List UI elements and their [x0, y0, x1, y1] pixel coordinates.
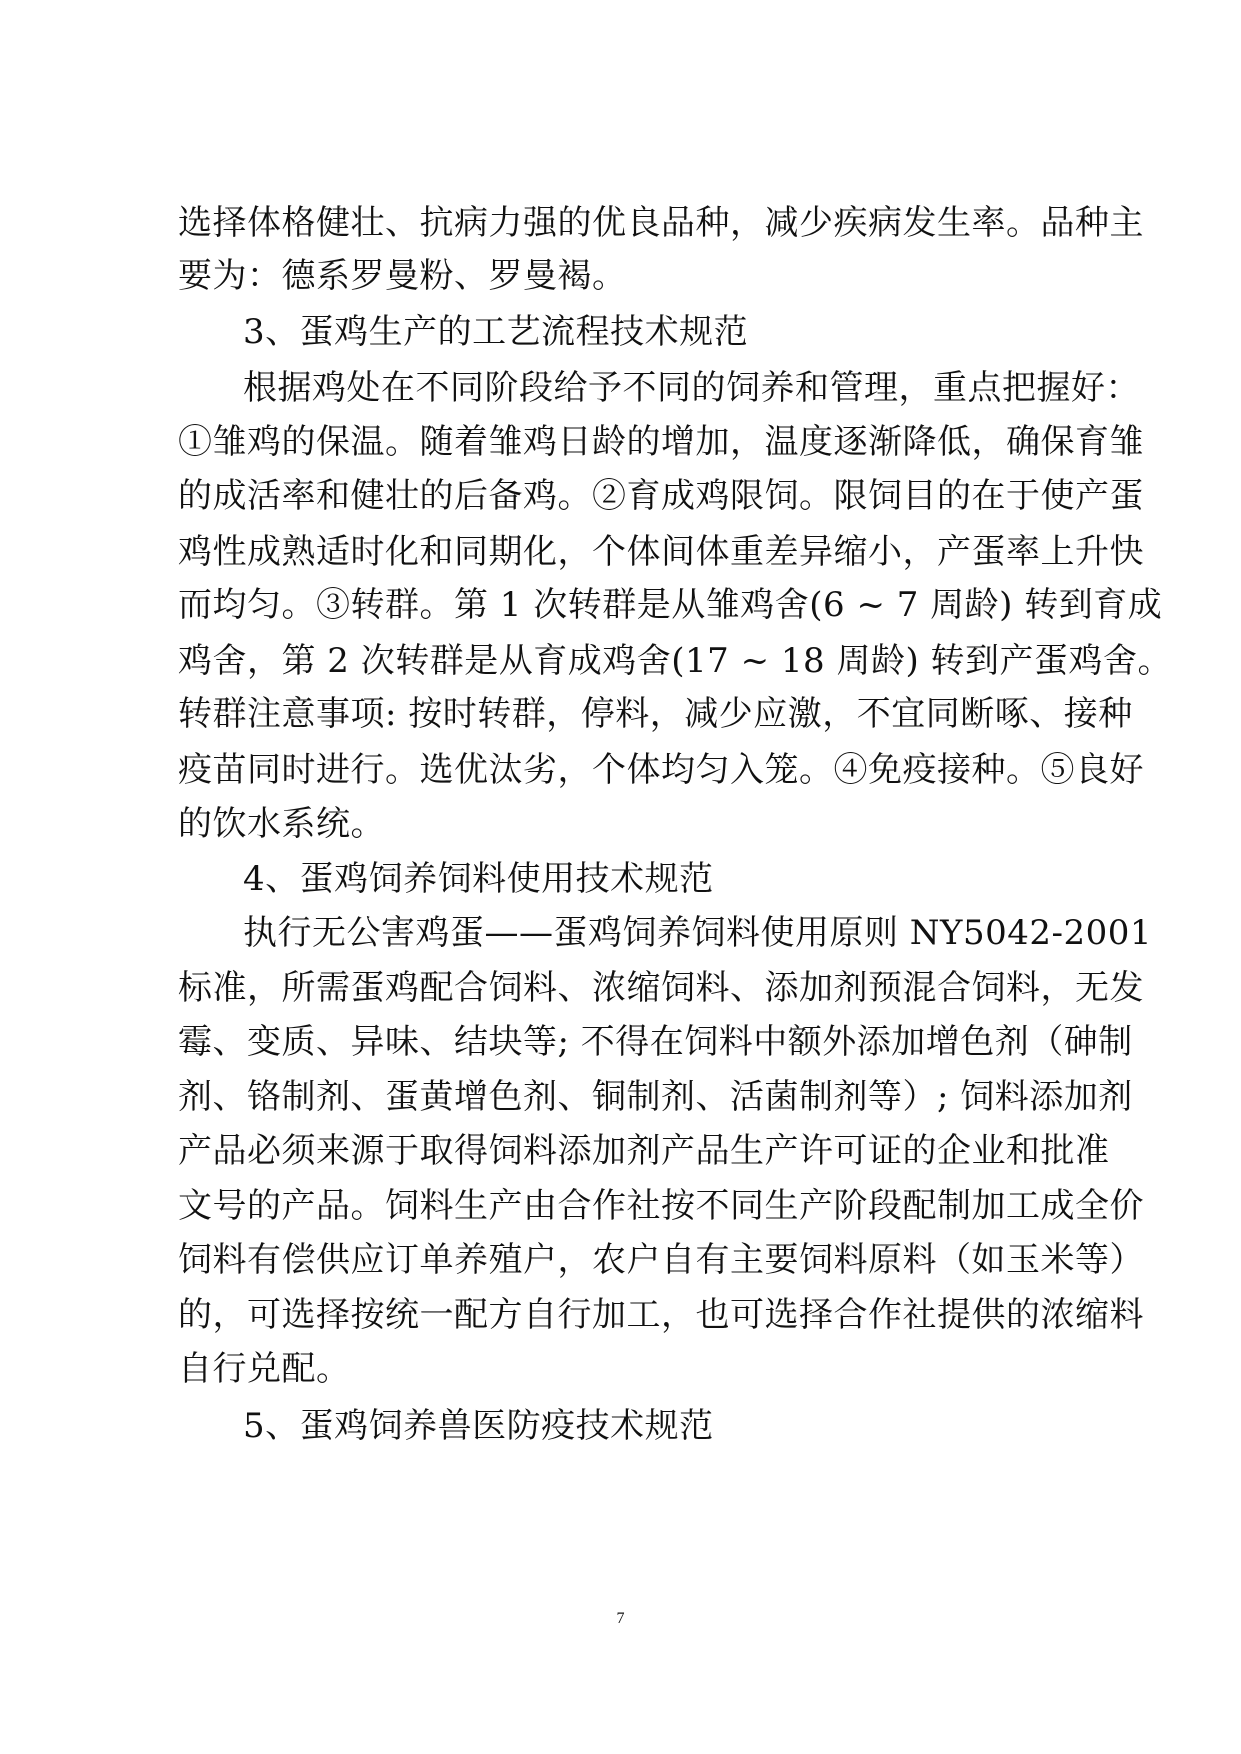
body-line: 文号的产品。饲料生产由合作社按不同生产阶段配制加工成全价 [178, 1186, 1144, 1226]
body-line: 的饮水系统。 [178, 804, 385, 844]
body-line: ①雏鸡的保温。随着雏鸡日龄的增加，温度逐渐降低，确保育雏 [178, 422, 1144, 462]
body-line: 霉、变质、异味、结块等; 不得在饲料中额外添加增色剂（砷制 [178, 1022, 1133, 1062]
body-line: 剂、铬制剂、蛋黄增色剂、铜制剂、活菌制剂等）; 饲料添加剂 [178, 1077, 1133, 1117]
body-line: 标准，所需蛋鸡配合饲料、浓缩饲料、添加剂预混合饲料，无发 [178, 968, 1144, 1008]
body-line: 根据鸡处在不同阶段给予不同的饲养和管理，重点把握好： [243, 368, 1140, 408]
body-line: 鸡性成熟适时化和同期化，个体间体重差异缩小，产蛋率上升快 [178, 532, 1144, 572]
body-line: 疫苗同时进行。选优汰劣，个体均匀入笼。④免疫接种。⑤良好 [178, 750, 1144, 790]
body-line: 要为：德系罗曼粉、罗曼褐。 [178, 256, 627, 296]
page-number: 7 [616, 1610, 625, 1627]
body-line: 鸡舍，第 2 次转群是从育成鸡舍(17 ~ 18 周龄) 转到产蛋鸡舍。 [178, 641, 1173, 681]
section-heading: 3、蛋鸡生产的工艺流程技术规范 [243, 312, 749, 352]
body-line: 而均匀。③转群。第 1 次转群是从雏鸡舍(6 ~ 7 周龄) 转到育成 [178, 585, 1163, 625]
body-line: 饲料有偿供应订单养殖户，农户自有主要饲料原料（如玉米等） [178, 1240, 1144, 1280]
body-line: 产品必须来源于取得饲料添加剂产品生产许可证的企业和批准 [178, 1131, 1110, 1171]
section-heading: 5、蛋鸡饲养兽医防疫技术规范 [243, 1406, 714, 1446]
body-line: 自行兑配。 [178, 1349, 351, 1389]
body-line: 的，可选择按统一配方自行加工，也可选择合作社提供的浓缩料 [178, 1295, 1144, 1335]
body-line: 的成活率和健壮的后备鸡。②育成鸡限饲。限饲目的在于使产蛋 [178, 476, 1144, 516]
section-heading: 4、蛋鸡饲养饲料使用技术规范 [243, 859, 714, 899]
body-line: 选择体格健壮、抗病力强的优良品种，减少疾病发生率。品种主 [178, 203, 1144, 243]
body-line: 执行无公害鸡蛋——蛋鸡饲养饲料使用原则 NY5042-2001 [243, 913, 1153, 953]
body-line: 转群注意事项: 按时转群，停料，减少应激，不宜同断啄、接种 [178, 694, 1133, 734]
